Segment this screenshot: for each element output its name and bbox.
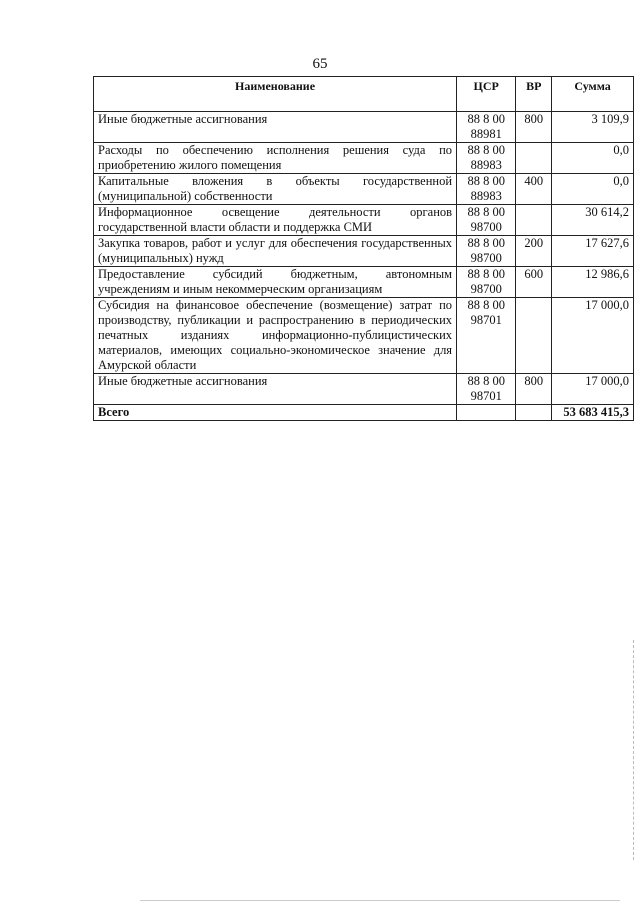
table-row [94, 267, 634, 298]
total-sum: 53 683 415,3 [552, 405, 634, 421]
table-row [94, 143, 634, 174]
row-csr [457, 174, 516, 205]
row-vr [516, 205, 552, 236]
row-vr: 600 [516, 267, 552, 298]
row-vr [516, 143, 552, 174]
table-header-row [94, 77, 634, 112]
table-row [94, 174, 634, 205]
header-name: Наименование [94, 77, 457, 112]
header-csr: ЦСР [457, 77, 516, 112]
scan-edge-mark [632, 640, 634, 860]
row-name: Иные бюджетные ассигнования [94, 112, 457, 143]
row-csr [457, 236, 516, 267]
table-row [94, 112, 634, 143]
page-number: 65 [312, 56, 328, 72]
row-csr [457, 143, 516, 174]
row-csr [457, 205, 516, 236]
row-sum: 0,0 [552, 174, 634, 205]
csr-code-prefix: 88 8 00 [467, 174, 505, 188]
row-name: Капитальные вложения в объекты государственной (муниципальной) собственности [94, 174, 457, 205]
table-row [94, 205, 634, 236]
row-vr [516, 298, 552, 374]
csr-code-prefix: 88 8 00 [467, 236, 505, 250]
table-row [94, 374, 634, 405]
header-sum: Сумма [552, 77, 634, 112]
row-vr: 800 [516, 374, 552, 405]
row-csr [457, 374, 516, 405]
total-row [94, 405, 634, 421]
row-csr [457, 112, 516, 143]
row-sum: 17 000,0 [552, 298, 634, 374]
table-row [94, 236, 634, 267]
row-name: Закупка товаров, работ и услуг для обеспечения государственных (муниципальных) нужд [94, 236, 457, 267]
budget-table [93, 76, 634, 421]
csr-code-suffix: 98700 [470, 282, 502, 296]
row-name: Информационное освещение деятельности органов государственной власти области и поддержка СМИ [94, 205, 457, 236]
total-vr-empty [516, 405, 552, 421]
row-sum: 0,0 [552, 143, 634, 174]
scan-bottom-edge [140, 899, 620, 901]
csr-code-suffix: 88983 [470, 189, 502, 203]
csr-code-prefix: 88 8 00 [467, 298, 505, 312]
row-name: Предоставление субсидий бюджетным, автономным учреждениям и иным некоммерческим организациям [94, 267, 457, 298]
csr-code-suffix: 88983 [470, 158, 502, 172]
row-vr: 400 [516, 174, 552, 205]
csr-code-prefix: 88 8 00 [467, 267, 505, 281]
row-sum: 30 614,2 [552, 205, 634, 236]
csr-code-suffix: 88981 [470, 127, 502, 141]
row-csr [457, 267, 516, 298]
row-sum: 17 627,6 [552, 236, 634, 267]
csr-code-prefix: 88 8 00 [467, 143, 505, 157]
row-name: Субсидия на финансовое обеспечение (возмещение) затрат по производству, публикации и распространению в периодических печатных изданиях информационно-публицистических материалов, имеющих социально-экономическое значение для Амурской области [94, 298, 457, 374]
csr-code-prefix: 88 8 00 [467, 205, 505, 219]
total-label: Всего [94, 405, 457, 421]
total-csr-empty [457, 405, 516, 421]
csr-code-suffix: 98701 [470, 313, 502, 327]
row-vr: 200 [516, 236, 552, 267]
table-row [94, 298, 634, 374]
row-sum: 17 000,0 [552, 374, 634, 405]
csr-code-suffix: 98700 [470, 251, 502, 265]
csr-code-prefix: 88 8 00 [467, 374, 505, 388]
csr-code-suffix: 98700 [470, 220, 502, 234]
row-sum: 3 109,9 [552, 112, 634, 143]
row-name: Расходы по обеспечению исполнения решения суда по приобретению жилого помещения [94, 143, 457, 174]
row-sum: 12 986,6 [552, 267, 634, 298]
header-vr: ВР [516, 77, 552, 112]
csr-code-prefix: 88 8 00 [467, 112, 505, 126]
row-name: Иные бюджетные ассигнования [94, 374, 457, 405]
row-csr [457, 298, 516, 374]
row-vr: 800 [516, 112, 552, 143]
csr-code-suffix: 98701 [470, 389, 502, 403]
